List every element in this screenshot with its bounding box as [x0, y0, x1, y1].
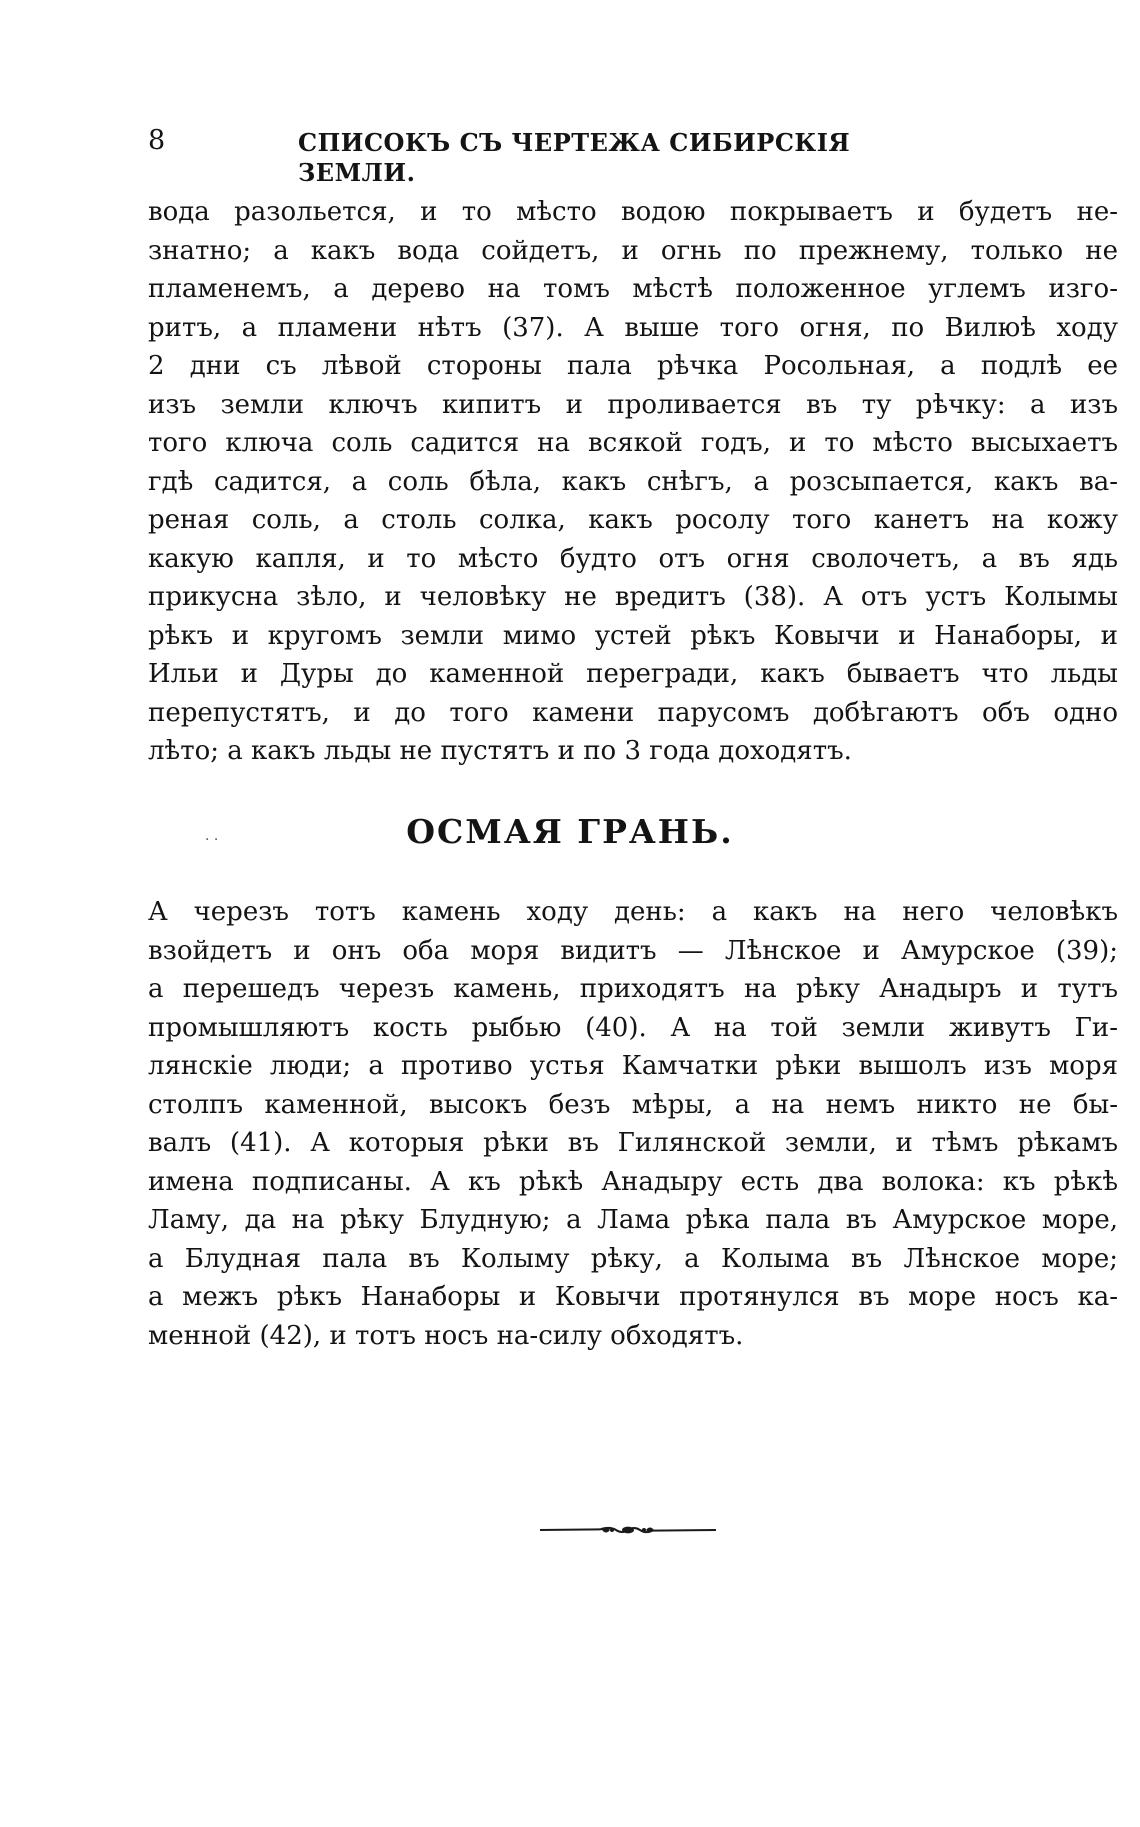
text-line: вода разольется, и то мѣсто водою покрываетъ и будетъ не- — [148, 197, 1118, 227]
text-line: знатно; а какъ вода сойдетъ, и огнь по прежнему, только не — [148, 235, 1118, 266]
text-line: А черезъ тотъ камень ходу день: а какъ на него человѣкъ — [148, 897, 1118, 927]
text-line: а перешедъ черезъ камень, приходятъ на рѣку Анадыръ и тутъ — [148, 974, 1118, 1004]
print-speck: · · — [205, 832, 219, 848]
tailpiece-ornament-icon — [540, 1523, 716, 1537]
text-line: а Блудная пала въ Колыму рѣку, а Колыма въ Лѣнское море; — [148, 1243, 1118, 1274]
text-line: какую капля, и то мѣсто будто отъ огня сволочетъ, а въ ядь — [148, 543, 1118, 574]
text-line: ритъ, а пламени нѣтъ (37). А выше того огня, по Вилюѣ ходу — [148, 312, 1118, 343]
text-line: пламенемъ, а дерево на томъ мѣстѣ положенное углемъ изго- — [148, 274, 1118, 304]
paragraph-1 — [148, 193, 1118, 771]
text-line: имена подписаны. А къ рѣкѣ Анадыру есть два волока: къ рѣкѣ — [148, 1166, 1118, 1197]
text-line: изъ земли ключъ кипитъ и проливается въ ту рѣчку: а изъ — [148, 389, 1118, 420]
text-line: лянскіе люди; а противо устья Камчатки рѣки вышолъ изъ моря — [148, 1051, 1118, 1081]
text-line: столпъ каменной, высокъ безъ мѣры, а на немъ никто не бы- — [148, 1089, 1118, 1120]
text-line: 2 дни съ лѣвой стороны пала рѣчка Росольная, а подлѣ ее — [148, 351, 1118, 381]
text-line: того ключа соль садится на всякой годъ, и то мѣсто высыхаетъ — [148, 428, 1118, 458]
text-line: Ламу, да на рѣку Блудную; а Лама рѣка пала въ Амурское море, — [148, 1205, 1118, 1235]
page-number: 8 — [148, 125, 166, 156]
running-title: СПИСОКЪ СЪ ЧЕРТЕЖА СИБИРСКІЯ ЗЕМЛИ. — [298, 128, 851, 187]
text-line: валъ (41). А которыя рѣки въ Гилянской земли, и тѣмъ рѣкамъ — [148, 1128, 1118, 1158]
text-line: прикусна зѣло, и человѣку не вредитъ (38). А отъ устъ Колымы — [148, 582, 1118, 612]
text-line: лѣто; а какъ льды не пустятъ и по 3 года доходятъ. — [148, 736, 852, 766]
text-line: а межъ рѣкъ Нанаборы и Ковычи протянулся въ море носъ ка- — [148, 1282, 1118, 1312]
running-head — [148, 124, 918, 187]
section-heading: ОСМАЯ ГРАНЬ. — [406, 812, 734, 851]
text-line: промышляютъ кость рыбью (40). А на той земли живутъ Ги- — [148, 1012, 1118, 1043]
text-line: Ильи и Дуры до каменной перегради, какъ бываетъ что льды — [148, 659, 1118, 689]
text-line: взойдетъ и онъ оба моря видитъ — Лѣнское и Амурское (39); — [148, 935, 1118, 966]
text-line: перепустятъ, и до того камени парусомъ добѣгаютъ объ одно — [148, 697, 1118, 728]
text-line: гдѣ садится, а соль бѣла, какъ снѣгъ, а розсыпается, какъ ва- — [148, 466, 1118, 497]
paragraph-2 — [148, 893, 1118, 1355]
text-line: реная соль, а столь солка, какъ росолу того канетъ на кожу — [148, 505, 1118, 535]
text-line: менной (42), и тотъ носъ на-силу обходятъ. — [148, 1320, 744, 1351]
text-line: рѣкъ и кругомъ земли мимо устей рѣкъ Ковычи и Нанаборы, и — [148, 620, 1118, 651]
